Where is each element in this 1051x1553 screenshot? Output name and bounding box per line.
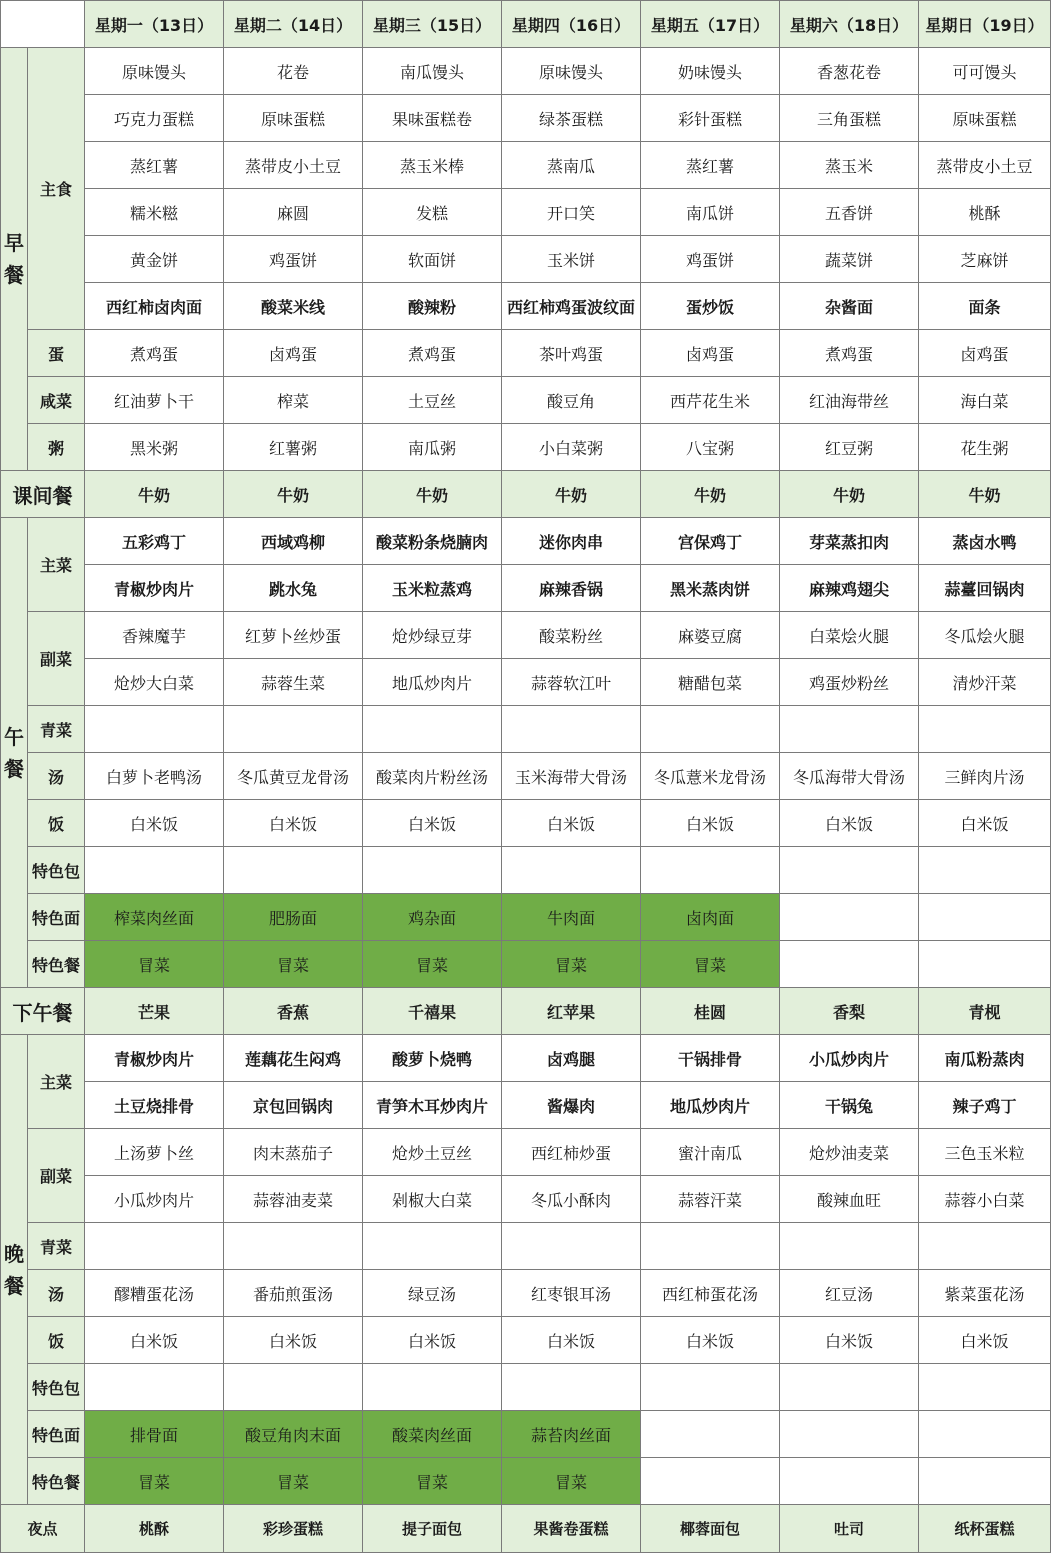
table-row xyxy=(1,800,1051,847)
breakfast-egg-cell: 卤鸡蛋 xyxy=(641,330,780,377)
day-header: 星期三（15日） xyxy=(363,1,502,48)
snack-cell: 牛奶 xyxy=(502,471,641,518)
lunch-greens-empty-cell xyxy=(780,706,919,753)
dinner-greens-empty-cell xyxy=(502,1223,641,1270)
breakfast-staple-cell: 绿茶蛋糕 xyxy=(502,95,641,142)
breakfast-pickle-cell: 红油海带丝 xyxy=(780,377,919,424)
dinner-rice-cell: 白米饭 xyxy=(363,1317,502,1364)
breakfast-staple-cell: 蒸南瓜 xyxy=(502,142,641,189)
lunch-main-cell: 蒜薹回锅肉 xyxy=(919,565,1051,612)
egg-label: 蛋 xyxy=(28,330,85,377)
lunch-side-label: 副菜 xyxy=(28,612,85,706)
dinner-main-cell: 干锅排骨 xyxy=(641,1035,780,1082)
breakfast-staple-cell: 酸辣粉 xyxy=(363,283,502,330)
lunch-greens-empty-cell xyxy=(919,706,1051,753)
breakfast-staple-cell: 原味馒头 xyxy=(502,48,641,95)
breakfast-staple-cell: 蒸玉米棒 xyxy=(363,142,502,189)
table-row xyxy=(1,189,1051,236)
dinner-main-cell: 小瓜炒肉片 xyxy=(780,1035,919,1082)
lunch-main-cell: 迷你肉串 xyxy=(502,518,641,565)
breakfast-staple-cell: 蒸玉米 xyxy=(780,142,919,189)
lunch-soup-cell: 三鲜肉片汤 xyxy=(919,753,1051,800)
lunch-side-cell: 炝炒绿豆芽 xyxy=(363,612,502,659)
lunch-side-cell: 麻婆豆腐 xyxy=(641,612,780,659)
table-row xyxy=(1,471,1051,518)
dinner-main-cell: 莲藕花生闷鸡 xyxy=(224,1035,363,1082)
lunch-main-cell: 芽菜蒸扣肉 xyxy=(780,518,919,565)
lunch-noodle-cell: 卤肉面 xyxy=(641,894,780,941)
dinner-greens-label: 青菜 xyxy=(28,1223,85,1270)
lunch-side-cell: 蒜蓉软江叶 xyxy=(502,659,641,706)
breakfast-porridge-cell: 花生粥 xyxy=(919,424,1051,471)
lunch-main-cell: 五彩鸡丁 xyxy=(85,518,224,565)
day-header: 星期日（19日） xyxy=(919,1,1051,48)
breakfast-porridge-cell: 八宝粥 xyxy=(641,424,780,471)
lunch-greens-empty-cell xyxy=(224,706,363,753)
dinner-main-cell: 土豆烧排骨 xyxy=(85,1082,224,1129)
lunch-set-cell: 冒菜 xyxy=(363,941,502,988)
lunch-main-cell: 酸菜粉条烧腩肉 xyxy=(363,518,502,565)
lunch-set-cell: 冒菜 xyxy=(502,941,641,988)
lunch-bun-empty-cell xyxy=(641,847,780,894)
lunch-rice-cell: 白米饭 xyxy=(363,800,502,847)
dinner-main-cell: 地瓜炒肉片 xyxy=(641,1082,780,1129)
lunch-rice-cell: 白米饭 xyxy=(502,800,641,847)
dinner-greens-empty-cell xyxy=(363,1223,502,1270)
lunch-rice-cell: 白米饭 xyxy=(780,800,919,847)
lunch-greens-empty-cell xyxy=(363,706,502,753)
lunch-main-cell: 跳水兔 xyxy=(224,565,363,612)
table-row xyxy=(1,283,1051,330)
breakfast-staple-cell: 鸡蛋饼 xyxy=(641,236,780,283)
lunch-greens-empty-cell xyxy=(85,706,224,753)
table-row xyxy=(1,330,1051,377)
breakfast-staple-cell: 三角蛋糕 xyxy=(780,95,919,142)
dinner-side-cell: 炝炒油麦菜 xyxy=(780,1129,919,1176)
dinner-soup-cell: 红豆汤 xyxy=(780,1270,919,1317)
snack-cell: 牛奶 xyxy=(224,471,363,518)
dinner-soup-cell: 红枣银耳汤 xyxy=(502,1270,641,1317)
lunch-bun-label: 特色包 xyxy=(28,847,85,894)
breakfast-staple-cell: 彩针蛋糕 xyxy=(641,95,780,142)
lunch-label: 午 餐 xyxy=(1,518,28,988)
dinner-main-cell: 南瓜粉蒸肉 xyxy=(919,1035,1051,1082)
breakfast-staple-cell: 玉米饼 xyxy=(502,236,641,283)
dinner-soup-cell: 西红柿蛋花汤 xyxy=(641,1270,780,1317)
staple-label: 主食 xyxy=(28,48,85,330)
breakfast-egg-cell: 茶叶鸡蛋 xyxy=(502,330,641,377)
dinner-side-cell: 蒜蓉小白菜 xyxy=(919,1176,1051,1223)
table-row xyxy=(1,1223,1051,1270)
lunch-greens-label: 青菜 xyxy=(28,706,85,753)
lunch-set-label: 特色餐 xyxy=(28,941,85,988)
lunch-soup-cell: 冬瓜海带大骨汤 xyxy=(780,753,919,800)
lunch-rice-cell: 白米饭 xyxy=(919,800,1051,847)
lunch-rice-cell: 白米饭 xyxy=(224,800,363,847)
lunch-noodle-cell: 鸡杂面 xyxy=(363,894,502,941)
lunch-noodle-label: 特色面 xyxy=(28,894,85,941)
breakfast-staple-cell: 蒸带皮小土豆 xyxy=(919,142,1051,189)
breakfast-staple-cell: 可可馒头 xyxy=(919,48,1051,95)
breakfast-staple-cell: 麻圆 xyxy=(224,189,363,236)
dinner-side-cell: 上汤萝卜丝 xyxy=(85,1129,224,1176)
dinner-rice-cell: 白米饭 xyxy=(85,1317,224,1364)
table-row xyxy=(1,518,1051,565)
night-cell: 桃酥 xyxy=(85,1505,224,1553)
lunch-main-cell: 麻辣鸡翅尖 xyxy=(780,565,919,612)
breakfast-staple-cell: 蒸红薯 xyxy=(85,142,224,189)
table-row xyxy=(1,847,1051,894)
dinner-noodle-empty-cell xyxy=(780,1411,919,1458)
afternoon-cell: 红苹果 xyxy=(502,988,641,1035)
dinner-bun-empty-cell xyxy=(85,1364,224,1411)
snack-cell: 牛奶 xyxy=(85,471,224,518)
table-row xyxy=(1,1129,1051,1176)
dinner-main-label: 主菜 xyxy=(28,1035,85,1129)
breakfast-egg-cell: 卤鸡蛋 xyxy=(919,330,1051,377)
dinner-side-cell: 三色玉米粒 xyxy=(919,1129,1051,1176)
dinner-bun-empty-cell xyxy=(780,1364,919,1411)
dinner-label: 晚 餐 xyxy=(1,1035,28,1505)
dinner-set-cell: 冒菜 xyxy=(85,1458,224,1505)
dinner-greens-empty-cell xyxy=(919,1223,1051,1270)
dinner-set-cell: 冒菜 xyxy=(502,1458,641,1505)
dinner-rice-cell: 白米饭 xyxy=(919,1317,1051,1364)
table-row xyxy=(1,1082,1051,1129)
lunch-set-cell: 冒菜 xyxy=(224,941,363,988)
table-row xyxy=(1,988,1051,1035)
breakfast-staple-cell: 蛋炒饭 xyxy=(641,283,780,330)
lunch-main-label: 主菜 xyxy=(28,518,85,612)
breakfast-egg-cell: 煮鸡蛋 xyxy=(85,330,224,377)
breakfast-staple-cell: 花卷 xyxy=(224,48,363,95)
dinner-noodle-cell: 排骨面 xyxy=(85,1411,224,1458)
night-cell: 果酱卷蛋糕 xyxy=(502,1505,641,1553)
lunch-bun-empty-cell xyxy=(85,847,224,894)
table-row xyxy=(1,1270,1051,1317)
lunch-bun-empty-cell xyxy=(780,847,919,894)
lunch-side-cell: 红萝卜丝炒蛋 xyxy=(224,612,363,659)
dinner-soup-cell: 醪糟蛋花汤 xyxy=(85,1270,224,1317)
day-header: 星期二（14日） xyxy=(224,1,363,48)
lunch-set-cell: 冒菜 xyxy=(641,941,780,988)
afternoon-cell: 桂圆 xyxy=(641,988,780,1035)
breakfast-porridge-cell: 黑米粥 xyxy=(85,424,224,471)
breakfast-staple-cell: 糯米糍 xyxy=(85,189,224,236)
breakfast-staple-cell: 蔬菜饼 xyxy=(780,236,919,283)
lunch-side-cell: 冬瓜烩火腿 xyxy=(919,612,1051,659)
lunch-noodle-cell: 榨菜肉丝面 xyxy=(85,894,224,941)
breakfast-staple-cell: 巧克力蛋糕 xyxy=(85,95,224,142)
breakfast-staple-cell: 西红柿鸡蛋波纹面 xyxy=(502,283,641,330)
table-row xyxy=(1,659,1051,706)
night-cell: 椰蓉面包 xyxy=(641,1505,780,1553)
dinner-soup-cell: 绿豆汤 xyxy=(363,1270,502,1317)
table-row xyxy=(1,1364,1051,1411)
table-row xyxy=(1,1176,1051,1223)
dinner-bun-empty-cell xyxy=(919,1364,1051,1411)
lunch-set-empty-cell xyxy=(780,941,919,988)
table-row xyxy=(1,565,1051,612)
table-row xyxy=(1,753,1051,800)
dinner-bun-label: 特色包 xyxy=(28,1364,85,1411)
dinner-soup-label: 汤 xyxy=(28,1270,85,1317)
breakfast-staple-cell: 香葱花卷 xyxy=(780,48,919,95)
lunch-main-cell: 黑米蒸肉饼 xyxy=(641,565,780,612)
snack-cell: 牛奶 xyxy=(641,471,780,518)
dinner-side-cell: 炝炒土豆丝 xyxy=(363,1129,502,1176)
dinner-bun-empty-cell xyxy=(641,1364,780,1411)
dinner-rice-label: 饭 xyxy=(28,1317,85,1364)
breakfast-staple-cell: 原味蛋糕 xyxy=(919,95,1051,142)
breakfast-staple-cell: 杂酱面 xyxy=(780,283,919,330)
lunch-soup-label: 汤 xyxy=(28,753,85,800)
lunch-side-cell: 地瓜炒肉片 xyxy=(363,659,502,706)
breakfast-staple-cell: 西红柿卤肉面 xyxy=(85,283,224,330)
lunch-bun-empty-cell xyxy=(224,847,363,894)
lunch-rice-label: 饭 xyxy=(28,800,85,847)
snack-cell: 牛奶 xyxy=(780,471,919,518)
dinner-side-cell: 蒜蓉汗菜 xyxy=(641,1176,780,1223)
night-label: 夜点 xyxy=(1,1505,85,1553)
breakfast-staple-cell: 酸菜米线 xyxy=(224,283,363,330)
lunch-main-cell: 青椒炒肉片 xyxy=(85,565,224,612)
table-row xyxy=(1,377,1051,424)
table-row xyxy=(1,424,1051,471)
lunch-side-cell: 白菜烩火腿 xyxy=(780,612,919,659)
lunch-bun-empty-cell xyxy=(502,847,641,894)
table-row xyxy=(1,1411,1051,1458)
breakfast-staple-cell: 南瓜饼 xyxy=(641,189,780,236)
dinner-side-cell: 蒜蓉油麦菜 xyxy=(224,1176,363,1223)
dinner-main-cell: 京包回锅肉 xyxy=(224,1082,363,1129)
afternoon-cell: 青枧 xyxy=(919,988,1051,1035)
lunch-main-cell: 西域鸡柳 xyxy=(224,518,363,565)
corner-cell xyxy=(1,1,85,48)
breakfast-staple-cell: 原味馒头 xyxy=(85,48,224,95)
breakfast-staple-cell: 芝麻饼 xyxy=(919,236,1051,283)
breakfast-pickle-cell: 海白菜 xyxy=(919,377,1051,424)
lunch-noodle-empty-cell xyxy=(919,894,1051,941)
dinner-main-cell: 卤鸡腿 xyxy=(502,1035,641,1082)
table-row xyxy=(1,1035,1051,1082)
dinner-side-cell: 冬瓜小酥肉 xyxy=(502,1176,641,1223)
dinner-side-cell: 酸辣血旺 xyxy=(780,1176,919,1223)
table-row xyxy=(1,1458,1051,1505)
lunch-main-cell: 麻辣香锅 xyxy=(502,565,641,612)
breakfast-egg-cell: 卤鸡蛋 xyxy=(224,330,363,377)
dinner-side-cell: 小瓜炒肉片 xyxy=(85,1176,224,1223)
breakfast-porridge-cell: 南瓜粥 xyxy=(363,424,502,471)
lunch-soup-cell: 酸菜肉片粉丝汤 xyxy=(363,753,502,800)
snack-cell: 牛奶 xyxy=(363,471,502,518)
dinner-set-label: 特色餐 xyxy=(28,1458,85,1505)
breakfast-porridge-cell: 红薯粥 xyxy=(224,424,363,471)
lunch-side-cell: 清炒汗菜 xyxy=(919,659,1051,706)
breakfast-staple-cell: 蒸带皮小土豆 xyxy=(224,142,363,189)
dinner-set-empty-cell xyxy=(919,1458,1051,1505)
dinner-main-cell: 干锅兔 xyxy=(780,1082,919,1129)
dinner-rice-cell: 白米饭 xyxy=(641,1317,780,1364)
afternoon-cell: 千禧果 xyxy=(363,988,502,1035)
dinner-set-empty-cell xyxy=(641,1458,780,1505)
lunch-side-cell: 糖醋包菜 xyxy=(641,659,780,706)
dinner-greens-empty-cell xyxy=(85,1223,224,1270)
dinner-soup-cell: 紫菜蛋花汤 xyxy=(919,1270,1051,1317)
dinner-soup-cell: 番茄煎蛋汤 xyxy=(224,1270,363,1317)
night-cell: 纸杯蛋糕 xyxy=(919,1505,1051,1553)
dinner-rice-cell: 白米饭 xyxy=(224,1317,363,1364)
lunch-bun-empty-cell xyxy=(363,847,502,894)
dinner-main-cell: 青笋木耳炒肉片 xyxy=(363,1082,502,1129)
lunch-soup-cell: 玉米海带大骨汤 xyxy=(502,753,641,800)
lunch-main-cell: 宫保鸡丁 xyxy=(641,518,780,565)
dinner-set-cell: 冒菜 xyxy=(224,1458,363,1505)
dinner-rice-cell: 白米饭 xyxy=(780,1317,919,1364)
afternoon-label: 下午餐 xyxy=(1,988,85,1035)
lunch-soup-cell: 冬瓜黄豆龙骨汤 xyxy=(224,753,363,800)
dinner-bun-empty-cell xyxy=(224,1364,363,1411)
afternoon-cell: 芒果 xyxy=(85,988,224,1035)
table-row xyxy=(1,1317,1051,1364)
table-row xyxy=(1,894,1051,941)
snack-cell: 牛奶 xyxy=(919,471,1051,518)
lunch-side-cell: 酸菜粉丝 xyxy=(502,612,641,659)
porridge-label: 粥 xyxy=(28,424,85,471)
table-row xyxy=(1,612,1051,659)
breakfast-pickle-cell: 榨菜 xyxy=(224,377,363,424)
dinner-main-cell: 辣子鸡丁 xyxy=(919,1082,1051,1129)
dinner-noodle-empty-cell xyxy=(919,1411,1051,1458)
afternoon-cell: 香蕉 xyxy=(224,988,363,1035)
breakfast-staple-cell: 黄金饼 xyxy=(85,236,224,283)
table-row xyxy=(1,95,1051,142)
lunch-main-cell: 玉米粒蒸鸡 xyxy=(363,565,502,612)
breakfast-pickle-cell: 红油萝卜干 xyxy=(85,377,224,424)
table-row xyxy=(1,1505,1051,1553)
breakfast-staple-cell: 五香饼 xyxy=(780,189,919,236)
dinner-side-cell: 西红柿炒蛋 xyxy=(502,1129,641,1176)
lunch-side-cell: 香辣魔芋 xyxy=(85,612,224,659)
lunch-noodle-cell: 肥肠面 xyxy=(224,894,363,941)
table-row xyxy=(1,941,1051,988)
breakfast-staple-cell: 原味蛋糕 xyxy=(224,95,363,142)
breakfast-staple-cell: 面条 xyxy=(919,283,1051,330)
dinner-greens-empty-cell xyxy=(224,1223,363,1270)
dinner-main-cell: 酸萝卜烧鸭 xyxy=(363,1035,502,1082)
breakfast-porridge-cell: 小白菜粥 xyxy=(502,424,641,471)
lunch-set-cell: 冒菜 xyxy=(85,941,224,988)
night-cell: 彩珍蛋糕 xyxy=(224,1505,363,1553)
table-row xyxy=(1,706,1051,753)
day-header: 星期四（16日） xyxy=(502,1,641,48)
lunch-side-cell: 鸡蛋炒粉丝 xyxy=(780,659,919,706)
breakfast-pickle-cell: 西芹花生米 xyxy=(641,377,780,424)
lunch-rice-cell: 白米饭 xyxy=(85,800,224,847)
day-header: 星期五（17日） xyxy=(641,1,780,48)
dinner-greens-empty-cell xyxy=(641,1223,780,1270)
breakfast-staple-cell: 软面饼 xyxy=(363,236,502,283)
breakfast-staple-cell: 蒸红薯 xyxy=(641,142,780,189)
dinner-bun-empty-cell xyxy=(502,1364,641,1411)
table-row xyxy=(1,1,1051,48)
table-row xyxy=(1,48,1051,95)
lunch-greens-empty-cell xyxy=(502,706,641,753)
dinner-set-empty-cell xyxy=(780,1458,919,1505)
night-cell: 吐司 xyxy=(780,1505,919,1553)
breakfast-staple-cell: 鸡蛋饼 xyxy=(224,236,363,283)
dinner-bun-empty-cell xyxy=(363,1364,502,1411)
dinner-side-cell: 剁椒大白菜 xyxy=(363,1176,502,1223)
dinner-noodle-label: 特色面 xyxy=(28,1411,85,1458)
dinner-noodle-empty-cell xyxy=(641,1411,780,1458)
breakfast-staple-cell: 桃酥 xyxy=(919,189,1051,236)
pickle-label: 咸菜 xyxy=(28,377,85,424)
dinner-side-cell: 蜜汁南瓜 xyxy=(641,1129,780,1176)
breakfast-staple-cell: 奶味馒头 xyxy=(641,48,780,95)
dinner-noodle-cell: 酸豆角肉末面 xyxy=(224,1411,363,1458)
lunch-greens-empty-cell xyxy=(641,706,780,753)
breakfast-staple-cell: 开口笑 xyxy=(502,189,641,236)
day-header: 星期六（18日） xyxy=(780,1,919,48)
breakfast-pickle-cell: 酸豆角 xyxy=(502,377,641,424)
dinner-rice-cell: 白米饭 xyxy=(502,1317,641,1364)
lunch-side-cell: 炝炒大白菜 xyxy=(85,659,224,706)
dinner-side-label: 副菜 xyxy=(28,1129,85,1223)
table-row xyxy=(1,236,1051,283)
lunch-soup-cell: 白萝卜老鸭汤 xyxy=(85,753,224,800)
snack-label: 课间餐 xyxy=(1,471,85,518)
dinner-noodle-cell: 酸菜肉丝面 xyxy=(363,1411,502,1458)
lunch-side-cell: 蒜蓉生菜 xyxy=(224,659,363,706)
breakfast-egg-cell: 煮鸡蛋 xyxy=(780,330,919,377)
lunch-bun-empty-cell xyxy=(919,847,1051,894)
dinner-main-cell: 青椒炒肉片 xyxy=(85,1035,224,1082)
lunch-noodle-cell: 牛肉面 xyxy=(502,894,641,941)
dinner-greens-empty-cell xyxy=(780,1223,919,1270)
dinner-main-cell: 酱爆肉 xyxy=(502,1082,641,1129)
breakfast-porridge-cell: 红豆粥 xyxy=(780,424,919,471)
table-row xyxy=(1,142,1051,189)
breakfast-pickle-cell: 土豆丝 xyxy=(363,377,502,424)
night-cell: 提子面包 xyxy=(363,1505,502,1553)
lunch-main-cell: 蒸卤水鸭 xyxy=(919,518,1051,565)
breakfast-staple-cell: 发糕 xyxy=(363,189,502,236)
breakfast-label: 早 餐 xyxy=(1,48,28,471)
lunch-soup-cell: 冬瓜薏米龙骨汤 xyxy=(641,753,780,800)
dinner-set-cell: 冒菜 xyxy=(363,1458,502,1505)
lunch-rice-cell: 白米饭 xyxy=(641,800,780,847)
lunch-set-empty-cell xyxy=(919,941,1051,988)
breakfast-egg-cell: 煮鸡蛋 xyxy=(363,330,502,377)
dinner-side-cell: 肉末蒸茄子 xyxy=(224,1129,363,1176)
lunch-noodle-empty-cell xyxy=(780,894,919,941)
afternoon-cell: 香梨 xyxy=(780,988,919,1035)
breakfast-staple-cell: 果味蛋糕卷 xyxy=(363,95,502,142)
dinner-noodle-cell: 蒜苔肉丝面 xyxy=(502,1411,641,1458)
day-header: 星期一（13日） xyxy=(85,1,224,48)
breakfast-staple-cell: 南瓜馒头 xyxy=(363,48,502,95)
